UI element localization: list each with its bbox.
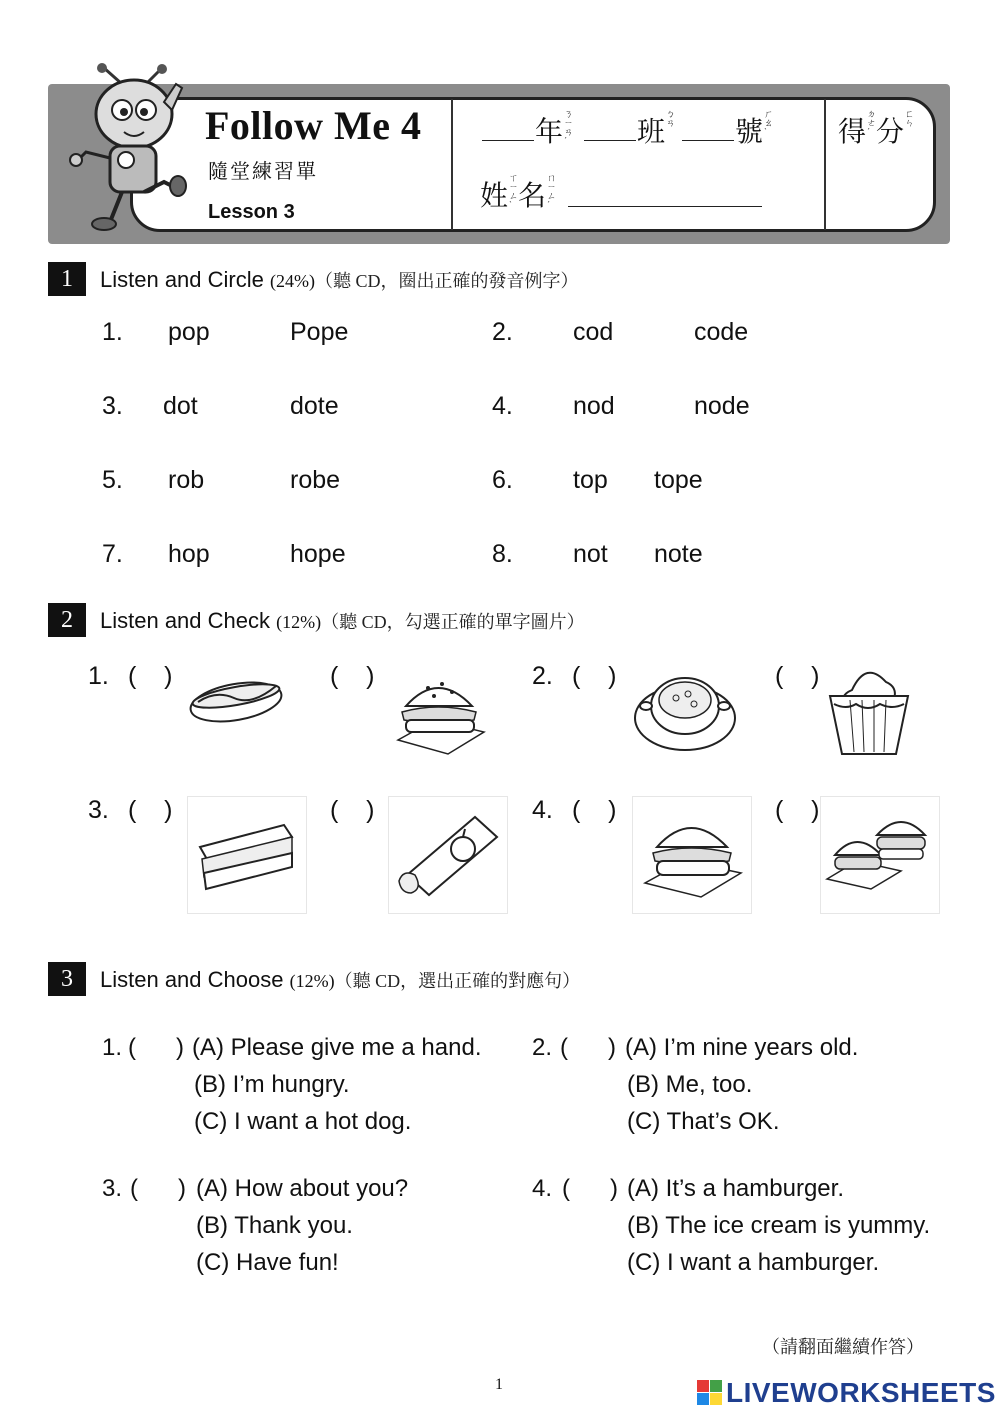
hamburger-icon[interactable] bbox=[632, 796, 752, 914]
choice-a: (A) It’s a hamburger. bbox=[627, 1175, 844, 1202]
word-option[interactable]: Pope bbox=[290, 318, 349, 346]
apple-snack-icon[interactable] bbox=[388, 796, 508, 914]
liveworksheets-logo-icon bbox=[697, 1380, 723, 1406]
hot-dog-icon[interactable] bbox=[186, 668, 288, 732]
class-label: 班ㄅㄢ bbox=[637, 109, 676, 147]
word-option[interactable]: dote bbox=[290, 392, 339, 420]
word-option[interactable]: top bbox=[573, 466, 608, 494]
item-number: 3. bbox=[102, 392, 123, 420]
answer-paren[interactable]: ( ) bbox=[330, 662, 375, 690]
choice-b: (B) Me, too. bbox=[627, 1071, 753, 1098]
word-option[interactable]: code bbox=[694, 318, 749, 346]
section-number: 1 bbox=[48, 262, 86, 296]
section-title: Listen and Choose (12%)（聽 CD，選出正確的對應句） bbox=[100, 967, 581, 992]
worksheet-subtitle: 隨堂練習單 bbox=[208, 161, 318, 183]
answer-paren[interactable]: ( ) bbox=[130, 1175, 186, 1202]
choice-a: (A) Please give me a hand. bbox=[192, 1034, 482, 1061]
word-option[interactable]: robe bbox=[290, 466, 341, 494]
choice-b: (B) I’m hungry. bbox=[194, 1071, 350, 1098]
answer-paren[interactable]: ( ) bbox=[128, 1034, 184, 1061]
word-option[interactable]: rob bbox=[168, 466, 205, 494]
answer-paren[interactable]: ( ) bbox=[560, 1034, 616, 1061]
lesson-label: Lesson 3 bbox=[208, 201, 295, 223]
item-number: 4. bbox=[532, 1175, 553, 1202]
answer-paren[interactable]: ( ) bbox=[572, 796, 617, 824]
name-blank[interactable] bbox=[568, 206, 762, 207]
item-number: 7. bbox=[102, 540, 123, 568]
answer-paren[interactable]: ( ) bbox=[775, 796, 820, 824]
answer-paren[interactable]: ( ) bbox=[775, 662, 820, 690]
name-label: 姓ㄒㄧㄥˋ 名ㄇㄧㄥˊ bbox=[480, 173, 557, 211]
score-label: 得ㄉㄜˊ 分ㄈㄣ bbox=[838, 109, 915, 147]
answer-paren[interactable]: ( ) bbox=[572, 662, 617, 690]
item-number: 1. bbox=[102, 318, 123, 346]
choice-c: (C) Have fun! bbox=[196, 1249, 339, 1276]
item-number: 4. bbox=[532, 796, 553, 824]
number-blank[interactable] bbox=[682, 140, 734, 141]
word-option[interactable]: not bbox=[573, 540, 608, 568]
section-number: 3 bbox=[48, 962, 86, 996]
choice-b: (B) The ice cream is yummy. bbox=[627, 1212, 931, 1239]
header-divider bbox=[824, 99, 826, 230]
choice-b: (B) Thank you. bbox=[196, 1212, 353, 1239]
class-blank[interactable] bbox=[584, 140, 636, 141]
hamburger-icon[interactable] bbox=[388, 668, 490, 756]
page-number: 1 bbox=[495, 1376, 503, 1393]
answer-paren[interactable]: ( ) bbox=[128, 796, 173, 824]
word-option[interactable]: cod bbox=[573, 318, 614, 346]
item-number: 1. bbox=[102, 1034, 123, 1061]
choice-c: (C) I want a hamburger. bbox=[627, 1249, 880, 1276]
word-option[interactable]: pop bbox=[168, 318, 210, 346]
item-number: 3. bbox=[102, 1175, 123, 1202]
section-title: Listen and Circle (24%)（聽 CD，圈出正確的發音例字） bbox=[100, 267, 579, 292]
item-number: 2. bbox=[532, 1034, 553, 1061]
section-number: 2 bbox=[48, 603, 86, 637]
word-option[interactable]: hop bbox=[168, 540, 210, 568]
choice-c: (C) I want a hot dog. bbox=[194, 1108, 412, 1135]
item-number: 2. bbox=[492, 318, 513, 346]
sandwich-icon[interactable] bbox=[187, 796, 307, 914]
grade-label: 年ㄋㄧㄢˊ bbox=[535, 109, 574, 147]
item-number: 2. bbox=[532, 662, 553, 690]
grade-blank[interactable] bbox=[482, 140, 534, 141]
liveworksheets-brand[interactable]: LIVEWORKSHEETS bbox=[726, 1377, 996, 1408]
header-divider bbox=[451, 99, 453, 230]
worksheet-title: Follow Me 4 bbox=[205, 103, 422, 148]
section-title: Listen and Check (12%)（聽 CD，勾選正確的單字圖片） bbox=[100, 608, 585, 633]
two-hamburgers-icon[interactable] bbox=[820, 796, 940, 914]
word-option[interactable]: tope bbox=[654, 466, 703, 494]
choice-a: (A) I’m nine years old. bbox=[625, 1034, 859, 1061]
choice-c: (C) That’s OK. bbox=[627, 1108, 780, 1135]
continue-note: （請翻面繼續作答） bbox=[762, 1337, 924, 1357]
answer-paren[interactable]: ( ) bbox=[562, 1175, 618, 1202]
item-number: 3. bbox=[88, 796, 109, 824]
item-number: 1. bbox=[88, 662, 109, 690]
word-option[interactable]: nod bbox=[573, 392, 615, 420]
choice-a: (A) How about you? bbox=[196, 1175, 409, 1202]
answer-paren[interactable]: ( ) bbox=[330, 796, 375, 824]
item-number: 5. bbox=[102, 466, 123, 494]
answer-paren[interactable]: ( ) bbox=[128, 662, 173, 690]
ice-cream-cup-icon[interactable] bbox=[826, 660, 912, 758]
soup-bowl-icon[interactable] bbox=[632, 668, 738, 754]
item-number: 6. bbox=[492, 466, 513, 494]
word-option[interactable]: dot bbox=[163, 392, 198, 420]
number-label: 號ㄏㄠˋ bbox=[735, 109, 774, 147]
item-number: 8. bbox=[492, 540, 513, 568]
word-option[interactable]: hope bbox=[290, 540, 346, 568]
item-number: 4. bbox=[492, 392, 513, 420]
robot-mascot-icon bbox=[64, 62, 194, 232]
word-option[interactable]: note bbox=[654, 540, 703, 568]
word-option[interactable]: node bbox=[694, 392, 750, 420]
